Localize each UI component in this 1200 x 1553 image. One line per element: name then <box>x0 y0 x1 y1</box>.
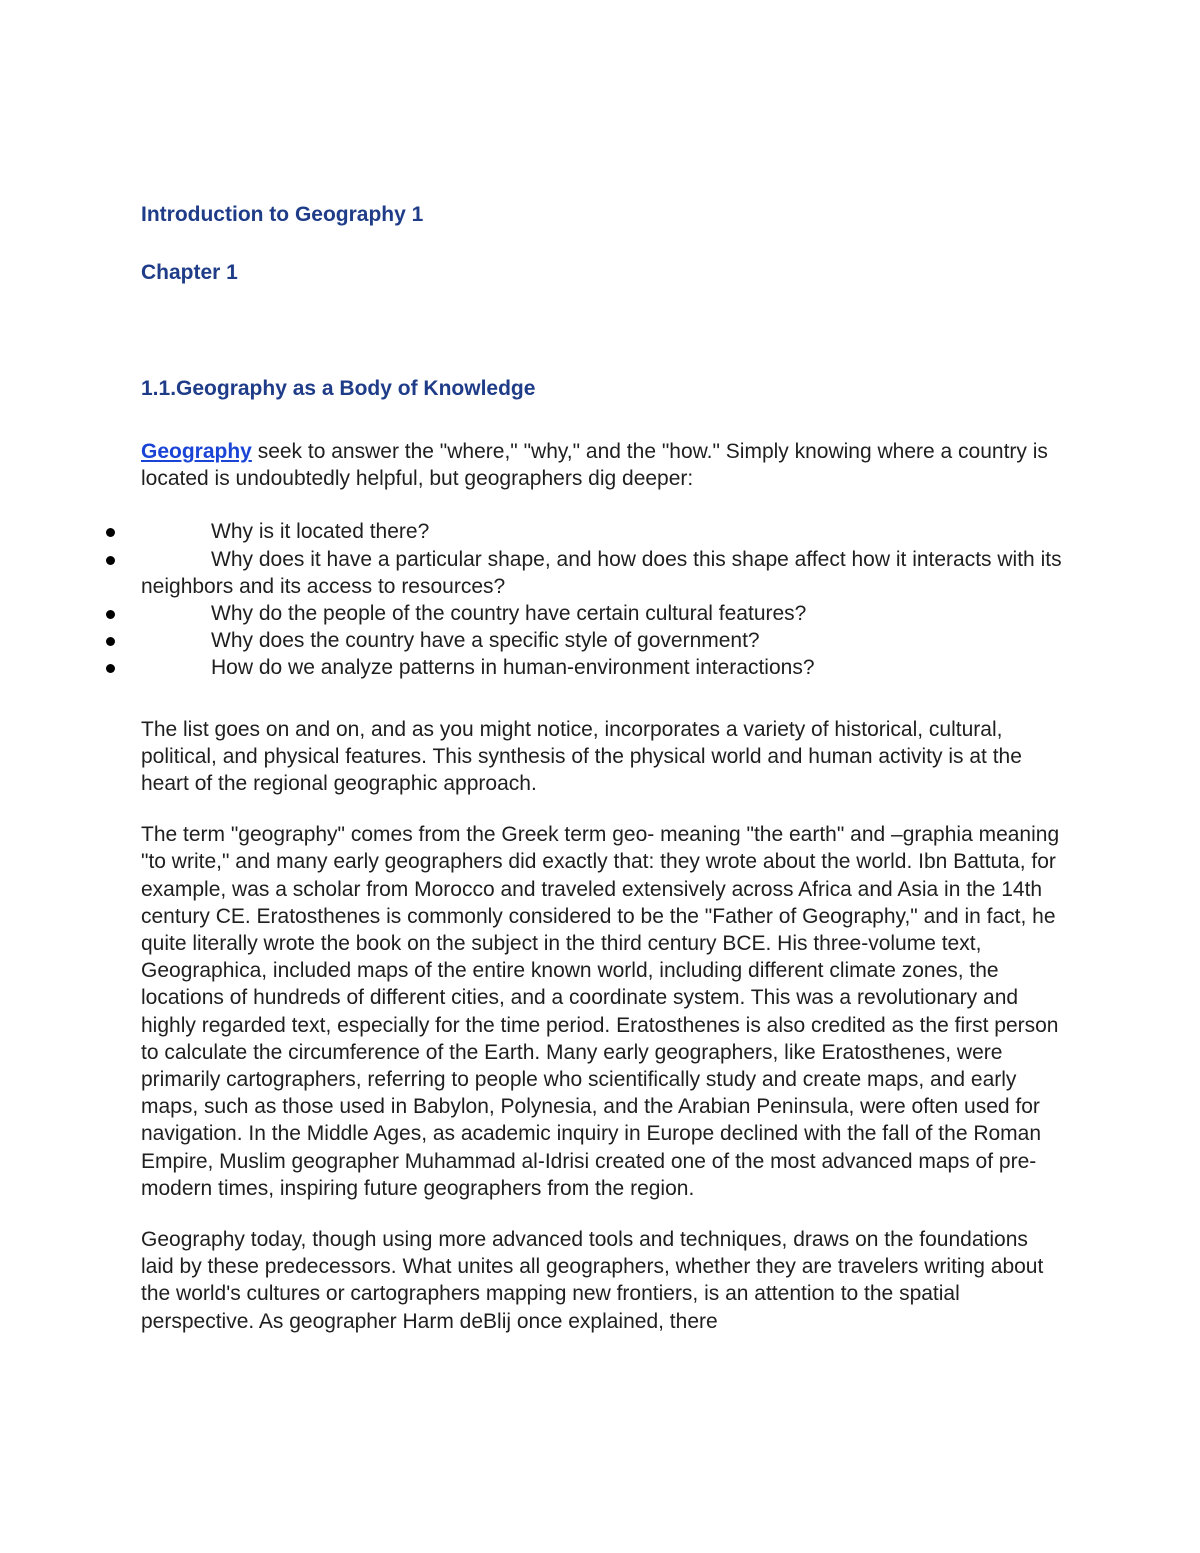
list-item <box>141 600 1066 627</box>
intro-paragraph <box>141 438 1066 492</box>
section-heading: 1.1.Geography as a Body of Knowledge <box>141 377 536 400</box>
bullet-icon <box>106 664 115 673</box>
list-item <box>141 654 1066 681</box>
list-item-text: Why does the country have a specific style of government? <box>211 629 760 653</box>
document-page <box>141 200 1066 1335</box>
body-paragraph: Geography today, though using more advanced tools and techniques, draws on the foundations laid by these predecessors. What unites all geographers, whether they are travelers writing about the world's cultures or cartographers mapping new frontiers, is an attention to the spatial perspective. As geographer Harm deBlij once explained, there <box>141 1228 1044 1333</box>
question-list <box>141 518 1066 681</box>
body-paragraph: The list goes on and on, and as you might notice, incorporates a variety of historical, cultural, political, and physical features. This synthesis of the physical world and human activity is at the heart of the regional geographic approach. <box>141 717 1022 796</box>
bullet-icon <box>106 528 115 537</box>
list-item <box>141 518 1066 545</box>
list-item-text: How do we analyze patterns in human-environment interactions? <box>211 656 815 680</box>
list-item <box>141 546 1066 600</box>
list-item-text: Why does it have a particular shape, and how does this shape affect how it interacts with its neighbors and its access to resources? <box>141 547 1062 598</box>
bullet-icon <box>106 637 115 646</box>
bullet-icon <box>106 556 115 565</box>
intro-text: seek to answer the "where," "why," and the "how." Simply knowing where a country is located is undoubtedly helpful, but geographers dig deeper: <box>141 440 1048 491</box>
document-title: Introduction to Geography 1 <box>141 203 424 226</box>
bullet-icon <box>106 610 115 619</box>
geography-link[interactable]: Geography <box>141 440 252 463</box>
list-item-text: Why do the people of the country have certain cultural features? <box>211 602 807 626</box>
list-item <box>141 627 1066 654</box>
chapter-heading: Chapter 1 <box>141 261 238 284</box>
body-paragraph: The term "geography" comes from the Greek term geo- meaning "the earth" and –graphia meaning "to write," and many early geographers did exactly that: they wrote about the world. Ibn Battuta, for example, was a scholar from Morocco and traveled extensively across Africa and Asia in the 14th century CE. Eratosthenes is commonly considered to be the "Father of Geography," and in fact, he quite literally wrote the book on the subject in the third century BCE. His three-volume text, Geographica, included maps of the entire known world, including different climate zones, the locations of hundreds of different cities, and a coordinate system. This was a revolutionary and highly regarded text, especially for the time period. Eratosthenes is also credited as the first person to calculate the circumference of the Earth. Many early geographers, like Eratosthenes, were primarily cartographers, referring to people who scientifically study and create maps, and early maps, such as those used in Babylon, Polynesia, and the Arabian Peninsula, were often used for navigation. In the Middle Ages, as academic inquiry in Europe declined with the fall of the Roman Empire, Muslim geographer Muhammad al-Idrisi created one of the most advanced maps of pre-modern times, inspiring future geographers from the region. <box>141 823 1060 1200</box>
list-item-text: Why is it located there? <box>211 520 430 544</box>
